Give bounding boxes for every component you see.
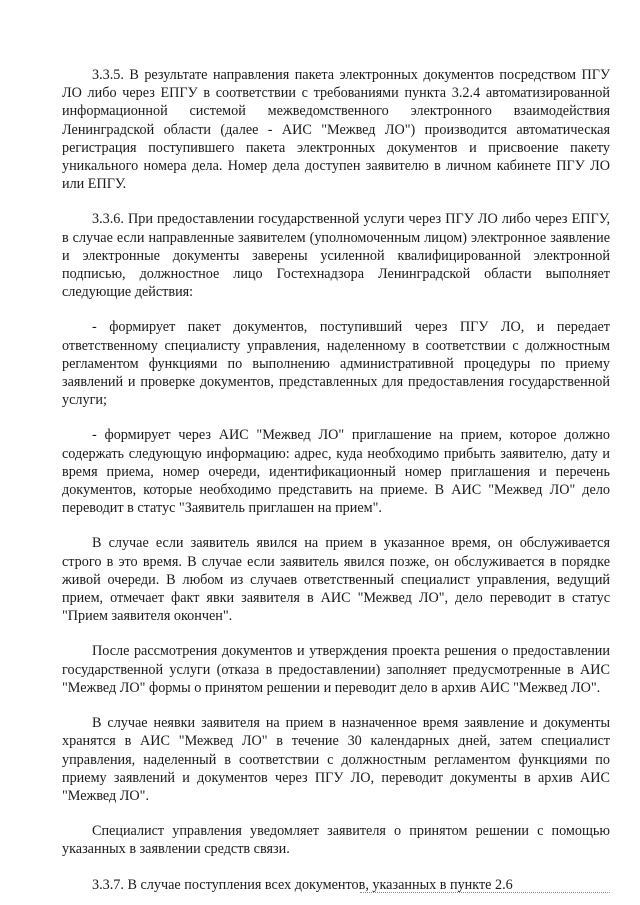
paragraph-3-3-5: 3.3.5. В результате направления пакета электронных документов посредством ПГУ ЛО либо через ЕПГУ в соответствии с требованиями пункта 3.2.4 автоматизированной информационной системой межведомственного электронного взаимодействия Ленинградской области (далее - АИС "Межвед ЛО") производится автоматическая регистрация поступившего пакета электронных документов и присвоение пакету уникального номера дела. Номер дела доступен заявителю в личном кабинете ПГУ ЛО или ЕПГУ.: [62, 67, 610, 193]
paragraph-applicant-arrival: В случае если заявитель явился на прием в указанное время, он обслуживается строго в это время. В случае если заявитель явился позже, он обслуживается в порядке живой очереди. В любом из случаев ответственный специалист управления, ведущий прием, отмечает факт явки заявителя в АИС "Межвед ЛО", дело переводит в статус "Прием заявителя окончен".: [62, 535, 610, 625]
paragraph-form-invitation: - формирует через АИС "Межвед ЛО" приглашение на прием, которое должно содержать следующую информацию: адрес, куда необходимо прибыть заявителю, дату и время приема, номер очереди, идентификационный номер приглашения и перечень документов, которые необходимо представить на приеме. В АИС "Межвед ЛО" дело переводит в статус "Заявитель приглашен на прием".: [62, 427, 610, 517]
document-page: [62, 66, 610, 894]
paragraph-notification: Специалист управления уведомляет заявителя о принятом решении с помощью указанных в заявлении средств связи.: [62, 823, 610, 858]
paragraph-after-review: После рассмотрения документов и утверждения проекта решения о предоставлении государственной услуги (отказа в предоставлении) заполняет предусмотренные в АИС "Межвед ЛО" формы о принятом решении и переводит дело в архив АИС "Межвед ЛО".: [62, 643, 610, 696]
paragraph-3-3-6: 3.3.6. При предоставлении государственной услуги через ПГУ ЛО либо через ЕПГУ, в случае если направленные заявителем (уполномоченным лицом) электронное заявление и электронные документы заверены усиленной квалифицированной электронной подписью, должностное лицо Гостехнадзора Ленинградской области выполняет следующие действия:: [62, 211, 610, 301]
paragraph-3-3-7: 3.3.7. В случае поступления всех документов, указанных в пункте 2.6: [92, 876, 513, 893]
paragraph-form-package: - формирует пакет документов, поступивший через ПГУ ЛО, и передает ответственному специалисту управления, наделенному в соответствии с должностным регламентом функциями по выполнению административной процедуры по приему заявлений и проверке документов, представленных для предоставления государственной услуги;: [62, 319, 610, 409]
footer-dotted-rule: [360, 892, 610, 893]
paragraph-no-show: В случае неявки заявителя на прием в назначенное время заявление и документы хранятся в АИС "Межвед ЛО" в течение 30 календарных дней, затем специалист управления, наделенный в соответствии с должностным регламентом функциями по приему заявлений и документов через ПГУ ЛО, переводит документы в архив АИС "Межвед ЛО".: [62, 715, 610, 804]
